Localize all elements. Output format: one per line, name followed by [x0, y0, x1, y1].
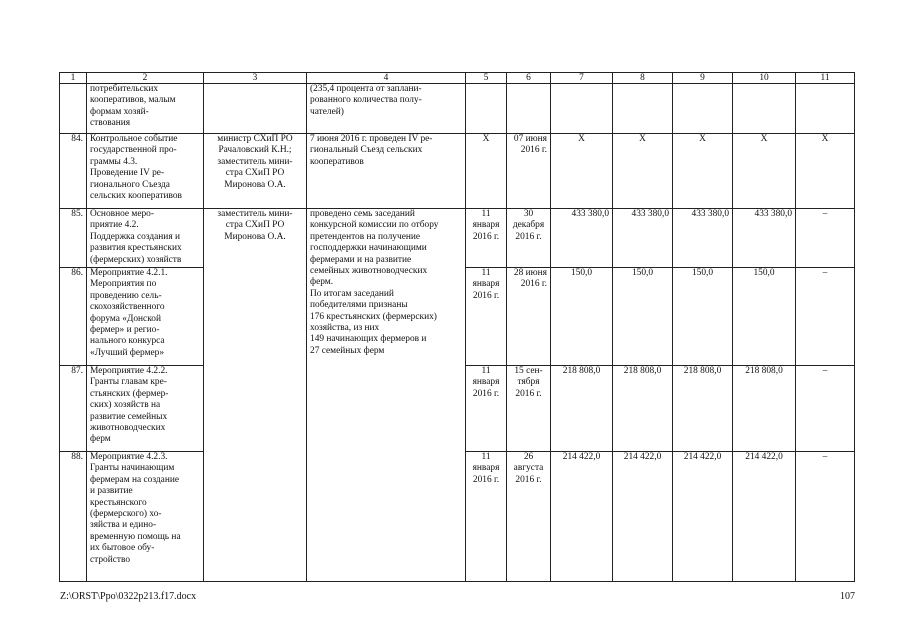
- measure-name-cell: Мероприятие 4.2.2. Гранты главам кре- стьянских (фермер- ских) хозяйств на развитие семейных животноводческих ферм: [87, 366, 204, 452]
- column-header: 9: [673, 73, 733, 84]
- column-header: 8: [613, 73, 673, 84]
- plan-start-cell: 11 января 2016 г.: [466, 366, 507, 452]
- value-cell: 214 422,0: [551, 452, 613, 582]
- column-header: 3: [204, 73, 307, 84]
- measure-name-cell: Основное меро- приятие 4.2. Поддержка создания и развития крестьянских (фермерских) хозяйств: [87, 209, 204, 268]
- table-row-84: [60, 134, 855, 209]
- column-header: 5: [466, 73, 507, 84]
- result-cell: 7 июня 2016 г. проведен IV ре- гиональный Съезд сельских кооперативов: [307, 134, 466, 209]
- plan-start-cell: [466, 84, 507, 134]
- value-cell: 218 808,0: [613, 366, 673, 452]
- value-cell: 433 380,0: [733, 209, 796, 268]
- column-header: 1: [60, 73, 87, 84]
- footer-file-path: Z:\ORST\Ppo\0322p213.f17.docx: [60, 591, 197, 602]
- measure-name-cell: Мероприятие 4.2.1. Мероприятия по проведению сель- скохозяйственного форума «Донской фермер» и регио- нального конкурса «Лучший фермер»: [87, 268, 204, 366]
- executor-cell: заместитель мини- стра СХиП РО Миронова О.А.: [204, 209, 307, 582]
- value-cell: [733, 84, 796, 134]
- actual-end-cell: [507, 84, 551, 134]
- value-cell: 150,0: [551, 268, 613, 366]
- value-cell: Х: [551, 134, 613, 209]
- column-header: 2: [87, 73, 204, 84]
- value-cell: –: [796, 366, 855, 452]
- value-cell: 218 808,0: [551, 366, 613, 452]
- result-cell: (235,4 процента от заплани- рованного количества полу- чателей): [307, 84, 466, 134]
- actual-end-cell: 07 июня 2016 г.: [507, 134, 551, 209]
- plan-start-cell: 11 января 2016 г.: [466, 209, 507, 268]
- column-header: 6: [507, 73, 551, 84]
- value-cell: 433 380,0: [613, 209, 673, 268]
- value-cell: [613, 84, 673, 134]
- actual-end-cell: 30 декабря 2016 г.: [507, 209, 551, 268]
- row-number-cell: 85.: [60, 209, 87, 268]
- report-table: [59, 72, 855, 582]
- plan-start-cell: 11 января 2016 г.: [466, 452, 507, 582]
- measure-name-cell: потребительских кооперативов, малым формам хозяй- ствования: [87, 84, 204, 134]
- table-row-continuation: [60, 84, 855, 134]
- value-cell: –: [796, 452, 855, 582]
- value-cell: 433 380,0: [551, 209, 613, 268]
- column-number-row: [60, 73, 855, 84]
- value-cell: 218 808,0: [673, 366, 733, 452]
- row-number-cell: 86.: [60, 268, 87, 366]
- value-cell: 214 422,0: [733, 452, 796, 582]
- value-cell: 218 808,0: [733, 366, 796, 452]
- measure-name-cell: Контрольное событие государственной про- граммы 4.3. Проведение IV ре- гионального Съезда сельских кооперативов: [87, 134, 204, 209]
- plan-start-cell: Х: [466, 134, 507, 209]
- column-header: 11: [796, 73, 855, 84]
- plan-start-cell: 11 января 2016 г.: [466, 268, 507, 366]
- value-cell: Х: [673, 134, 733, 209]
- value-cell: 150,0: [613, 268, 673, 366]
- value-cell: 433 380,0: [673, 209, 733, 268]
- column-header: 4: [307, 73, 466, 84]
- value-cell: Х: [733, 134, 796, 209]
- value-cell: –: [796, 209, 855, 268]
- result-cell: проведено семь заседаний конкурсной комиссии по отбору претендентов на получение господдержки начинающими фермерами и на развитие семейных животноводческих ферм. По итогам заседаний победителями признаны 176 крестьянских (фермерских) хозяйства, из них 149 начинающих фермеров и 27 семейных ферм: [307, 209, 466, 582]
- value-cell: Х: [613, 134, 673, 209]
- column-header: 7: [551, 73, 613, 84]
- row-number-cell: 87.: [60, 366, 87, 452]
- value-cell: 150,0: [733, 268, 796, 366]
- executor-cell: министр СХиП РО Рачаловский К.Н.; заместитель мини- стра СХиП РО Миронова О.А.: [204, 134, 307, 209]
- actual-end-cell: 15 сен- тября 2016 г.: [507, 366, 551, 452]
- executor-cell: [204, 84, 307, 134]
- page-number: 107: [840, 591, 855, 602]
- value-cell: 214 422,0: [613, 452, 673, 582]
- value-cell: [673, 84, 733, 134]
- value-cell: 150,0: [673, 268, 733, 366]
- actual-end-cell: 28 июня 2016 г.: [507, 268, 551, 366]
- value-cell: [796, 84, 855, 134]
- value-cell: –: [796, 268, 855, 366]
- actual-end-cell: 26 августа 2016 г.: [507, 452, 551, 582]
- value-cell: 214 422,0: [673, 452, 733, 582]
- value-cell: [551, 84, 613, 134]
- value-cell: Х: [796, 134, 855, 209]
- measure-name-cell: Мероприятие 4.2.3. Гранты начинающим фермерам на создание и развитие крестьянского (фермерского) хо- зяйства и едино- временную помощь на их бытовое обу- стройство: [87, 452, 204, 582]
- column-header: 10: [733, 73, 796, 84]
- row-number-cell: 88.: [60, 452, 87, 582]
- table-row-85: [60, 209, 855, 268]
- row-number-cell: [60, 84, 87, 134]
- row-number-cell: 84.: [60, 134, 87, 209]
